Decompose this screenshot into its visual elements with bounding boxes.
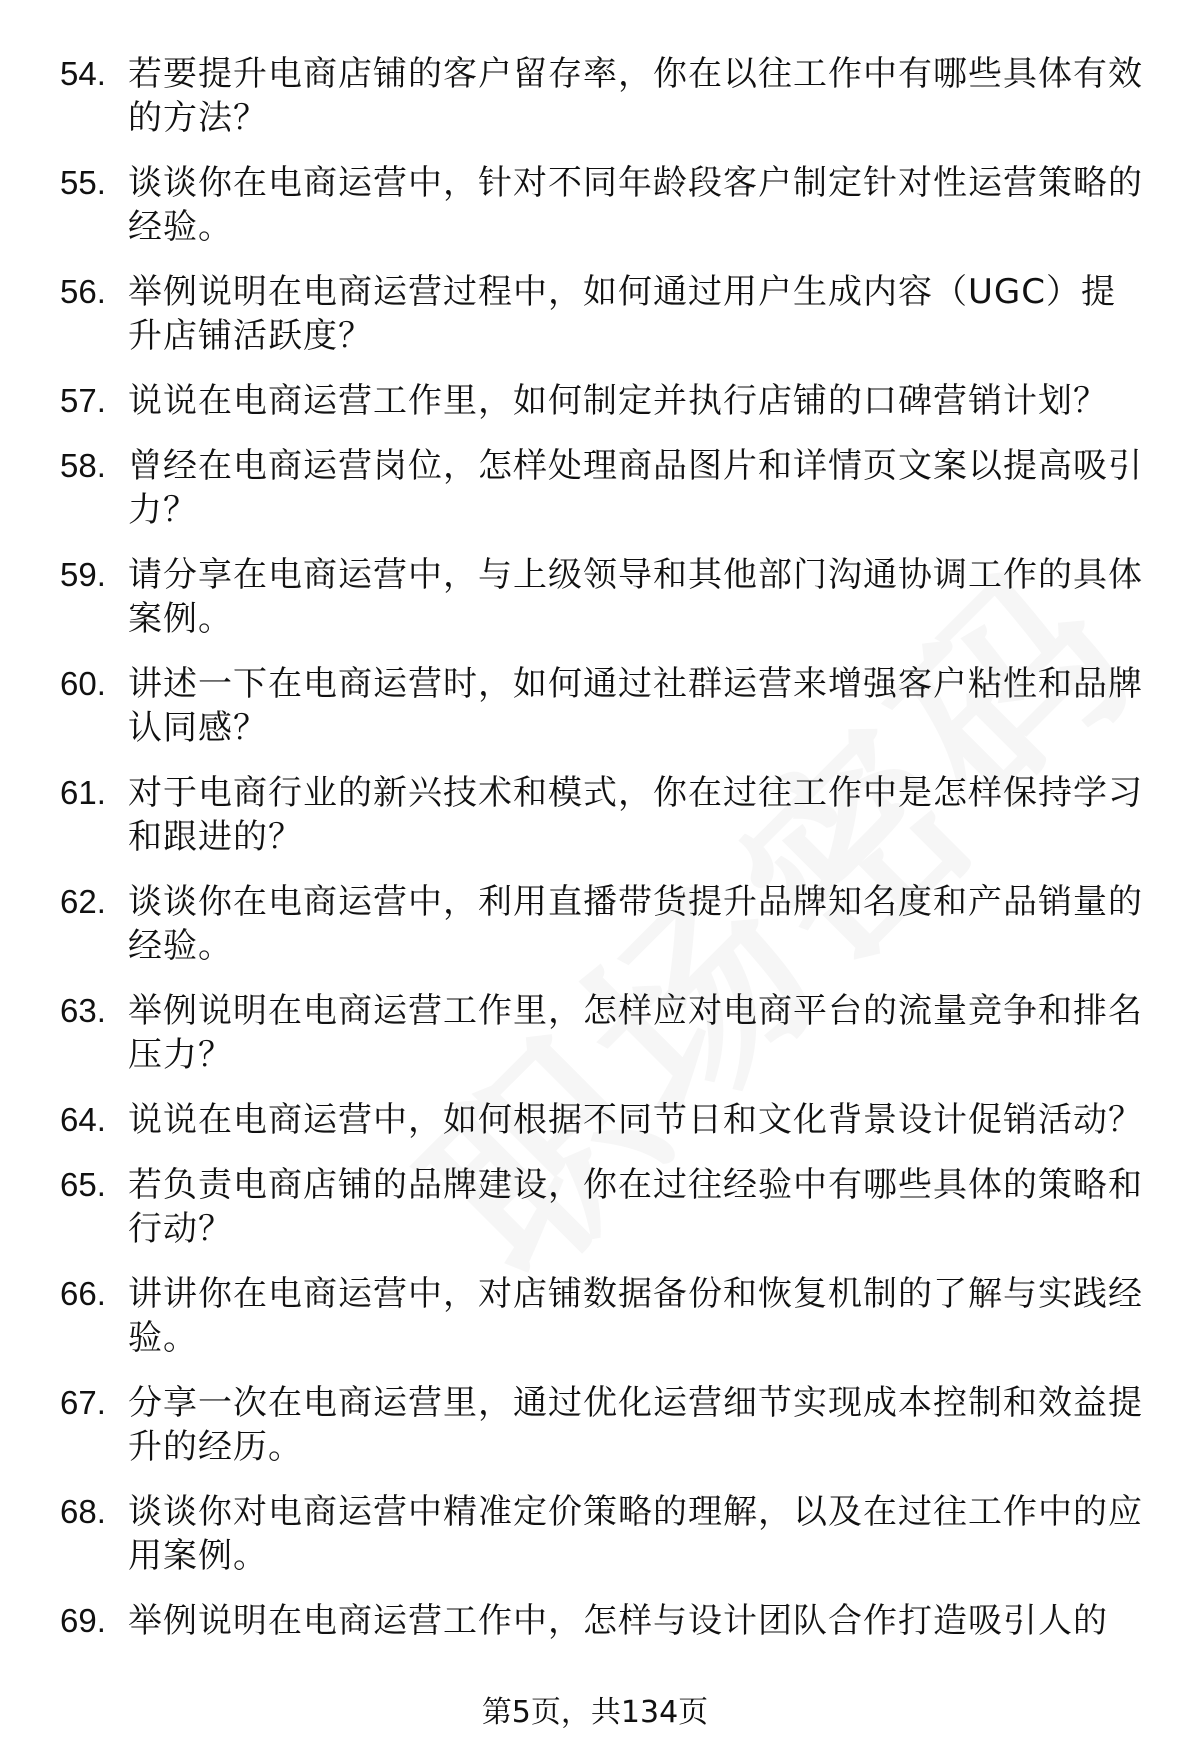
question-item (60, 270, 1150, 358)
question-number: 63. (60, 992, 106, 1029)
question-text: 若负责电商店铺的品牌建设，你在过往经验中有哪些具体的策略和行动？ (128, 1165, 1143, 1249)
question-item (60, 1381, 1150, 1469)
question-item (60, 379, 1150, 423)
question-text: 曾经在电商运营岗位，怎样处理商品图片和详情页文案以提高吸引力？ (128, 446, 1143, 530)
question-text: 谈谈你在电商运营中，利用直播带货提升品牌知名度和产品销量的经验。 (128, 882, 1143, 966)
question-number: 65. (60, 1166, 106, 1203)
question-number: 67. (60, 1384, 106, 1421)
question-number: 58. (60, 447, 106, 484)
question-list (60, 52, 1150, 1664)
question-text: 说说在电商运营中，如何根据不同节日和文化背景设计促销活动？ (128, 1100, 1143, 1140)
question-number: 69. (60, 1602, 106, 1639)
question-item (60, 662, 1150, 750)
question-item (60, 444, 1150, 532)
question-text: 说说在电商运营工作里，如何制定并执行店铺的口碑营销计划？ (128, 381, 1108, 421)
question-item (60, 161, 1150, 249)
question-text: 举例说明在电商运营过程中，如何通过用户生成内容（UGC）提升店铺活跃度？ (128, 272, 1116, 356)
question-number: 59. (60, 556, 106, 593)
question-text: 若要提升电商店铺的客户留存率，你在以往工作中有哪些具体有效的方法？ (128, 54, 1143, 138)
question-number: 62. (60, 883, 106, 920)
question-item (60, 1098, 1150, 1142)
question-text: 举例说明在电商运营工作中，怎样与设计团队合作打造吸引人的 (128, 1601, 1108, 1641)
question-text: 对于电商行业的新兴技术和模式，你在过往工作中是怎样保持学习和跟进的？ (128, 773, 1143, 857)
question-item (60, 553, 1150, 641)
question-item (60, 1272, 1150, 1360)
question-item (60, 771, 1150, 859)
question-number: 61. (60, 774, 106, 811)
question-number: 56. (60, 273, 106, 310)
question-number: 64. (60, 1101, 106, 1138)
question-item (60, 1163, 1150, 1251)
question-number: 54. (60, 55, 106, 92)
question-text: 讲述一下在电商运营时，如何通过社群运营来增强客户粘性和品牌认同感？ (128, 664, 1143, 748)
question-text: 谈谈你对电商运营中精准定价策略的理解，以及在过往工作中的应用案例。 (128, 1492, 1143, 1576)
question-item (60, 989, 1150, 1077)
question-number: 60. (60, 665, 106, 702)
question-item (60, 52, 1150, 140)
question-text: 举例说明在电商运营工作里，怎样应对电商平台的流量竞争和排名压力？ (128, 991, 1143, 1075)
question-item (60, 880, 1150, 968)
question-text: 请分享在电商运营中，与上级领导和其他部门沟通协调工作的具体案例。 (128, 555, 1143, 639)
question-number: 68. (60, 1493, 106, 1530)
question-text: 讲讲你在电商运营中，对店铺数据备份和恢复机制的了解与实践经验。 (128, 1274, 1143, 1358)
question-item (60, 1599, 1150, 1643)
question-number: 66. (60, 1275, 106, 1312)
question-text: 谈谈你在电商运营中，针对不同年龄段客户制定针对性运营策略的经验。 (128, 163, 1143, 247)
page-number-label: 第5页，共134页 (481, 1695, 709, 1730)
question-text: 分享一次在电商运营里，通过优化运营细节实现成本控制和效益提升的经历。 (128, 1383, 1143, 1467)
page-footer (0, 1693, 1190, 1733)
question-number: 57. (60, 382, 106, 419)
question-item (60, 1490, 1150, 1578)
question-number: 55. (60, 164, 106, 201)
